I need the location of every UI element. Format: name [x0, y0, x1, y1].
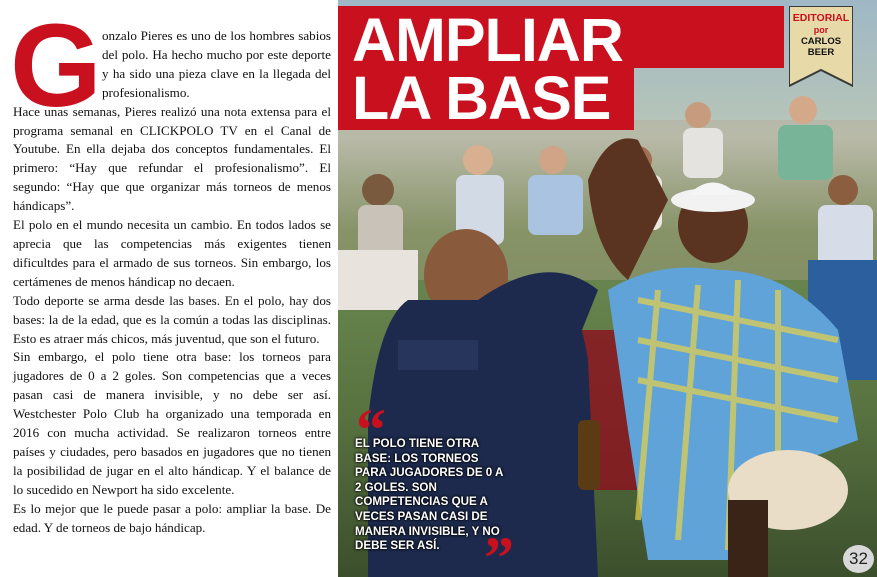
intro-text: onzalo Pieres es uno de los hombres sabios del polo. Ha hecho mucho por este deporte y ha sido una pieza clave en la llegada del profesionalismo. [102, 28, 331, 100]
article-column [0, 0, 338, 577]
editorial-by: por [813, 25, 829, 35]
open-quote-icon: “ [356, 397, 386, 463]
close-quote-icon: ” [484, 525, 514, 577]
article-paragraph-2: El polo en el mundo necesita un cambio. En todos lados se aprecia que las competencias más exigentes tienen dificultdes para el armado de sus torneos. Sin embargo, los certámenes de menos hándicap no decaen. [13, 217, 331, 289]
article-paragraph-5: Es lo mejor que le puede pasar a polo: ampliar la base. De edad. Y de torneos de bajo hándicap. [13, 500, 331, 535]
editorial-label: EDITORIAL [792, 12, 850, 24]
article-paragraph-4: Sin embargo, el polo tiene otra base: los torneos para jugadores de 0 a 2 goles. Son competencias que a veces pasan casi de manera invisible, y no debe ser así. Westchester Polo Club ha organizado una temporada en 2016 con mucha actividad. Se realizaron torneos entre países y ciudades, pero basados en jugadores que no tienen la posibilidad de jugar en el alto hándicap. Y el balance de lo sucedido en Newport ha sido excelente. [13, 349, 331, 497]
article-body [13, 27, 331, 537]
article-paragraph-1: Hace unas semanas, Pieres realizó una nota extensa para el programa semanal en CLICKPOLO TV en el Canal de Youtube. En ella dejaba dos conceptos fundamentales. El primero: “Hay que refundar el profesionalismo”. El segundo: “Hay que que organizar más torneos de menos hándicaps”. [13, 103, 331, 214]
author-last-name: BEER [807, 47, 835, 58]
drop-cap: G [10, 0, 100, 132]
headline-line-2: LA BASE [352, 64, 611, 132]
editorial-badge [789, 6, 853, 80]
headline-box-extension [634, 6, 784, 68]
article-paragraph-3: Todo deporte se arma desde las bases. En el polo, hay dos bases: la de la edad, que es la común a todas las disciplinas. Esto es atraer más chicos, más juventud, que son el futuro. [13, 292, 331, 346]
pull-quote: EL POLO TIENE OTRA BASE: LOS TORNEOS PARA JUGADORES DE 0 A 2 GOLES. SON COMPETENCIAS QUE A VECES PASAN CASI DE MANERA INVISIBLE, Y NO DEBE SER ASÍ. [355, 437, 503, 553]
author-first-name: CARLOS [800, 36, 842, 47]
page-number: 32 [843, 545, 874, 573]
article-intro [13, 27, 331, 103]
headline-line-1: AMPLIAR [352, 6, 623, 74]
